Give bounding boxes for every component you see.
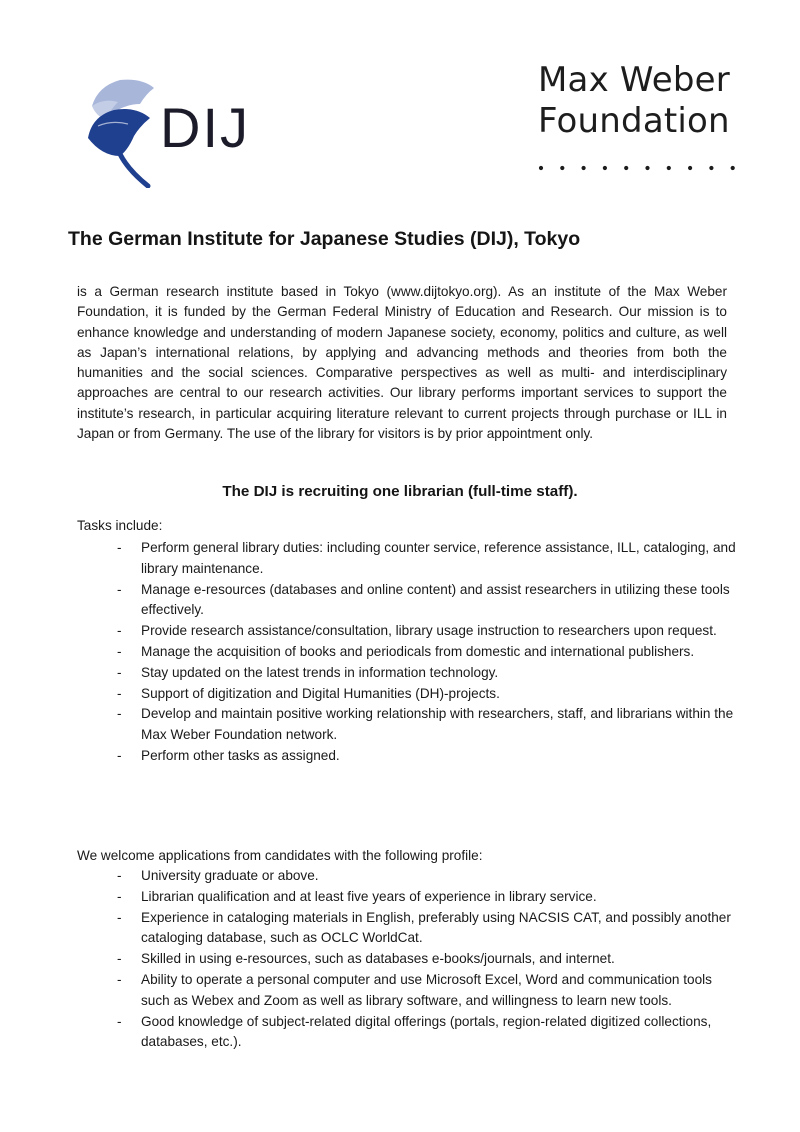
list-item <box>77 642 737 663</box>
mwf-logo-text <box>538 60 758 142</box>
list-item <box>77 866 737 887</box>
bullet-dash: - <box>117 540 122 555</box>
list-item <box>77 1012 737 1054</box>
tasks-label: Tasks include: <box>77 518 163 533</box>
list-item <box>77 887 737 908</box>
list-item <box>77 580 737 622</box>
list-item <box>77 970 737 1012</box>
bullet-dash: - <box>117 643 122 659</box>
list-item <box>77 621 737 642</box>
task-text: Manage the acquisition of books and periodicals from domestic and international publishers. <box>141 643 695 659</box>
list-item <box>77 908 737 950</box>
bullet-dash: - <box>117 664 122 680</box>
task-text: Manage e-resources (databases and online content) and assist researchers in utilizing these tools effectively. <box>141 581 730 618</box>
dij-logo-text: DIJ <box>160 96 250 159</box>
bullet-dash: - <box>117 909 122 925</box>
bullet-dash: - <box>117 747 122 763</box>
bullet-dash: - <box>117 623 122 639</box>
bullet-dash: - <box>117 868 122 883</box>
recruitment-heading: The DIJ is recruiting one librarian (full-time staff). <box>222 483 578 500</box>
page-title: The German Institute for Japanese Studies (DIJ), Tokyo <box>68 228 581 250</box>
tasks-list <box>77 538 737 767</box>
decorative-dot <box>560 166 564 170</box>
bullet-dash: - <box>117 581 122 597</box>
bullet-dash: - <box>117 1013 122 1029</box>
profile-text: Librarian qualification and at least five years of experience in library service. <box>141 888 597 904</box>
profile-text: University graduate or above. <box>141 868 319 883</box>
intro-paragraph: is a German research institute based in Tokyo (www.dijtokyo.org). As an institute of the Max Weber Foundation, it is funded by the German Federal Ministry of Education and Research. Our mission is to enhance knowledge and understanding of modern Japanese society, economy, politics and culture, as well as Japan’s international relations, by applying and advancing methods and theories from both the humanities and the social sciences. Comparative perspectives as well as multi- and interdisciplinary approaches are central to our research activities. Our library performs important services to support the institute’s research, in particular acquiring literature relevant to current projects through purchase or ILL in Japan or from Germany. The use of the library for visitors is by prior appointment only. <box>77 284 727 442</box>
task-text: Support of digitization and Digital Humanities (DH)-projects. <box>141 685 500 701</box>
decorative-dot <box>539 166 543 170</box>
list-item <box>77 949 737 970</box>
decorative-dot <box>603 166 607 170</box>
list-item <box>77 746 737 767</box>
list-item <box>77 538 737 580</box>
decorative-dot <box>688 166 692 170</box>
task-text: Stay updated on the latest trends in information technology. <box>141 664 499 680</box>
bullet-dash: - <box>117 685 122 701</box>
bullet-dash: - <box>117 888 122 904</box>
task-text: Perform general library duties: including counter service, reference assistance, ILL, cataloging, and library maintenance. <box>141 540 736 576</box>
decorative-dot <box>624 166 628 170</box>
bullet-dash: - <box>117 706 122 722</box>
decorative-dot <box>645 166 649 170</box>
mwf-dots-decoration <box>538 163 738 173</box>
bullet-dash: - <box>117 971 122 987</box>
list-item <box>77 684 737 705</box>
decorative-dot <box>709 166 713 170</box>
task-text: Provide research assistance/consultation, library usage instruction to researchers upon request. <box>141 623 717 639</box>
profile-list <box>77 866 737 1053</box>
bullet-dash: - <box>117 951 122 967</box>
decorative-dot <box>667 166 671 170</box>
list-item <box>77 663 737 684</box>
profile-text: Skilled in using e-resources, such as databases e-books/journals, and internet. <box>141 951 615 967</box>
profile-text: Good knowledge of subject-related digital offerings (portals, region-related digitized collections, databases, etc.). <box>141 1013 712 1050</box>
task-text: Perform other tasks as assigned. <box>141 747 340 763</box>
mwf-line-2: Foundation <box>538 101 730 141</box>
profile-label: We welcome applications from candidates with the following profile: <box>77 848 483 863</box>
profile-text: Experience in cataloging materials in English, preferably using NACSIS CAT, and possibly another cataloging database, such as OCLC WorldCat. <box>141 909 731 946</box>
decorative-dot <box>731 166 735 170</box>
ginkgo-leaf-icon <box>84 76 164 188</box>
decorative-dot <box>582 166 586 170</box>
task-text: Develop and maintain positive working relationship with researchers, staff, and librarians within the Max Weber Foundation network. <box>141 706 734 743</box>
dij-logo <box>84 76 254 188</box>
mwf-line-1: Max Weber <box>538 60 730 100</box>
list-item <box>77 704 737 746</box>
profile-text: Ability to operate a personal computer and use Microsoft Excel, Word and communication tools such as Webex and Zoom as well as library software, and willingness to learn new tools. <box>141 971 712 1008</box>
